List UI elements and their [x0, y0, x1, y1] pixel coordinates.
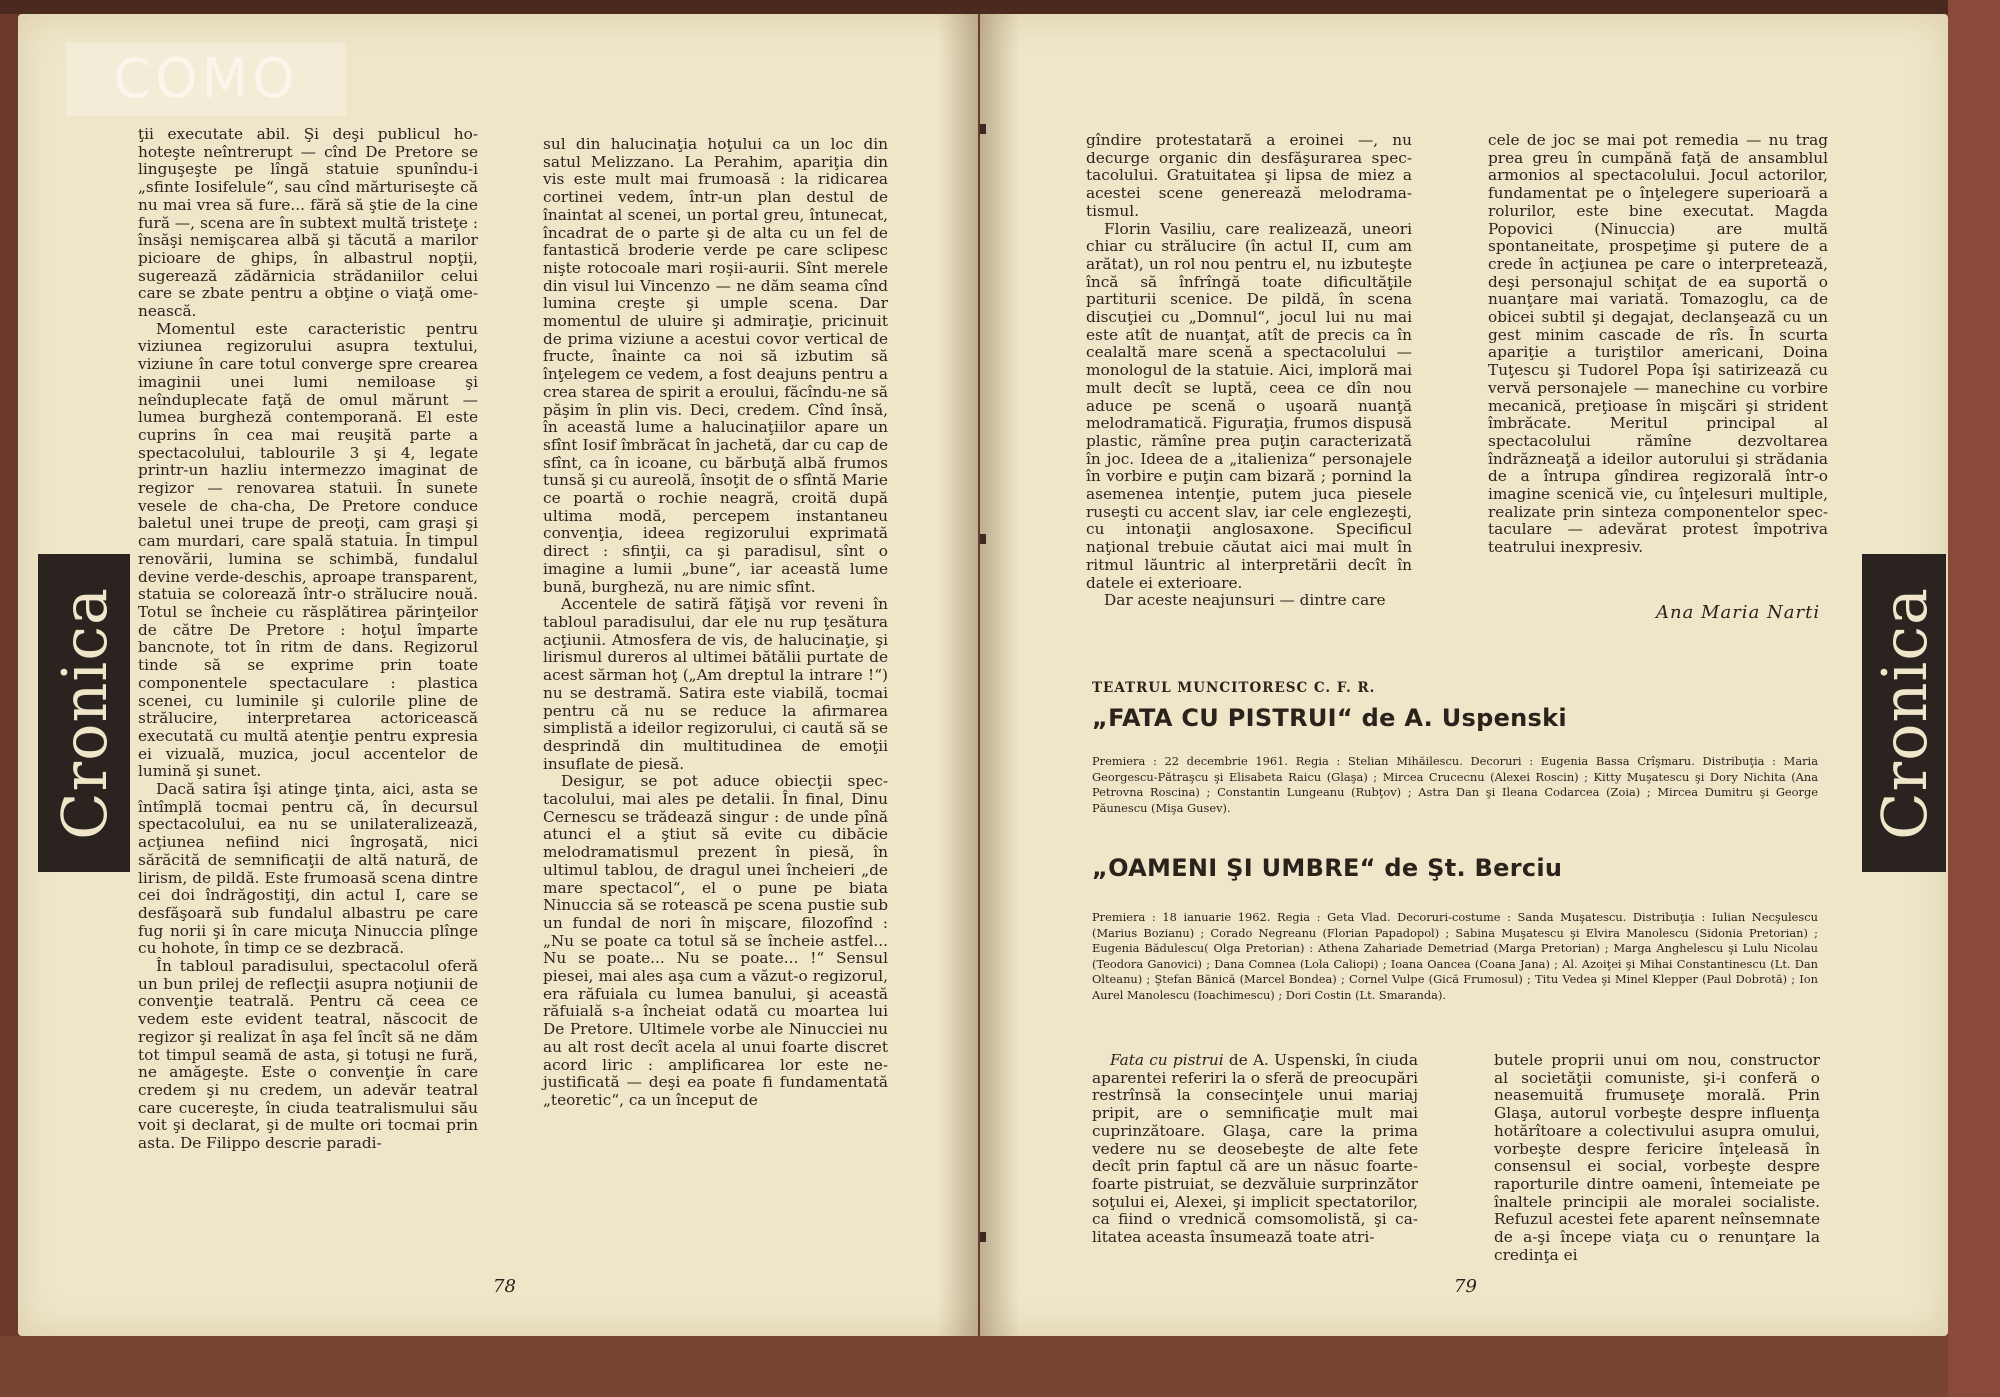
book-binding-bottom [0, 1336, 2000, 1397]
bookmark-tick [980, 1232, 986, 1242]
left-column-2 [543, 136, 888, 1110]
paragraph: sul din halucinaţia hoţului ca un loc din satul Melizzano. La Perahim, apariţia din vis este mult mai frumoasă : la ridicarea cortinei vedem, într-un plan destul de înaintat al scenei, un portal greu, întunecat, încadrat de o parte şi de alta cu un fel de fantastică broderie verde pe care sclipesc nişte rotocoale mari roşii-aurii. Sînt merele din visul lui Vincenzo — ne dăm seama cînd lumina creşte şi umple scena. Dar momentul de uluire şi admiraţie, pricinuit de prima viziune a acestui covor vertical de fructe, înainte ca noi să izbutim să înţelegem ce vedem, a fost deajuns pentru a crea starea de spirit a eroului, făcîndu-ne să păşim în plin vis. Deci, credem. Cînd însă, în această lume a halucinaţiilor apare un sfînt Iosif îmbrăcat în jachetă, dar cu cap de sfînt, ca în icoane, cu bărbuţă albă frumos tunsă şi cu aureolă, însoţit de o sfîntă Marie ce poartă o rochie neagră, croită după ultima modă, percepem instantaneu convenţia, ideea regizorului exprimată direct : sfinţii, ca şi paradisul, sînt o imagine a lumii „bune“, iar această lume bună, burgheză, nu are nimic sfînt. [543, 135, 888, 596]
play-credits-1: Premiera : 22 decembrie 1961. Regia : Stelian Mihăilescu. Decoruri : Eugenia Bassa Crîşmaru. Distribuţia : Maria Georgescu-Pătraşcu şi Elisabeta Raicu (Glaşa) ; Mircea Crucecnu (Alexei Roscin) ; Kitty Muşatescu şi Dory Nichita (Ana Petrovna Roscina) ; Constantin Lungeanu (Rubţov) ; Astra Dan şi Ileana Codarcea (Zoia) ; Mircea Dumitru şi George Păunescu (Mişa Gusev). [1092, 754, 1818, 815]
page-number-left: 78 [493, 1276, 516, 1297]
page-right [980, 14, 1948, 1336]
paragraph: cele de joc se mai pot remedia — nu trag prea greu în cumpănă faţă de ansamblul armonios al spectacolului. Jocul actorilor, fundamentat pe o înţelegere superioară a rolurilor, este bine executat. Magda Popovici (Ninuccia) are multă spontaneitate, prospeţime şi putere de a crede în acţiunea pe care o interpretează, deşi personajul schiţat de ea suportă o nuanţare mai variată. Tomazoglu, ca de obicei subtil şi degajat, declanşează cu un gest minim cascade de rîs. În scurta apariţie a turiştilor americani, Doina Tuţescu şi Tudorel Popa îşi satirizează cu vervă personajele — manechine cu vorbire mecanică, preţioase în mişcări şi strident îmbrăcate. Meritul principal al spectacolului rămîne dezvoltarea îndrăzneaţă a ideilor autorului şi strădania de a întrupa gîndirea regizorală într-o imagine scenică vie, cu înţelesuri multiple, realizate prin sinteza componentelor spectaculare — adevărat protest împotriva teatrului inexpresiv. [1488, 131, 1828, 557]
play-credits-2: Premiera : 18 ianuarie 1962. Regia : Geta Vlad. Decoruri-costume : Sanda Muşatescu. Distribuţia : Iulian Necşulescu (Marius Bozianu) ; Corado Negreanu (Florian Papadopol) ; Sabina Muşatescu şi Elvira Manolescu (Sidonia Pretorian) ; Eugenia Bădulescu( Olga Pretorian) : Athena Zahariade Demetriad (Marga Pretorian) ; Marga Anghelescu şi Lulu Nicolau (Teodora Ganovici) ; Dana Comnea (Lola Caliopi) ; Ioana Oancea (Coana Jana) ; Al. Azoiţei şi Mihai Constantinescu (Lt. Dan Olteanu) ; Ştefan Bănică (Marcel Bondea) ; Cornel Vulpe (Gică Frumosul) ; Titu Vedea şi Minel Klepper (Paul Dobrotă) ; Ion Aurel Manolescu (Ioachimescu) ; Dori Costin (Lt. Smaranda). [1092, 910, 1818, 1002]
paragraph: Momentul este caracteristic pentru viziunea regizorului asupra textului, viziune în care totul converge spre crearea imaginii unei lumi nemiloase şi neînduplecate faţă de omul mărunt — lumea burgheză contemporană. El este cuprins în cea mai reuşită parte a spectacolului, tablourile 3 şi 4, legate printr-un hazliu intermezzo imaginat de regizor — renovarea statuii. În sunete vesele de cha-cha, De Pretore conduce baletul unei trupe de preoţi, cam graşi şi cam murdari, care spală statuia. În timpul renovării, lumina se schimbă, fundalul devine verde-deschis, aproape transparent, statuia se colorează într-o strălucire nouă. Totul se încheie cu răsplătirea părinţeilor de către De Pretore : hoţul împarte bancnote, tot în ritm de dans. Regizorul tinde să se exprime prin toate componentele spectaculare : plastica scenei, cu luminile şi culorile pline de strălucire, interpretarea actoricească executată cu multă atenţie pentru expresia ei vizuală, muzica, jocul accentelor de lumină şi sunet. [138, 319, 478, 781]
review-column-2 [1494, 1052, 1820, 1264]
book-binding-right [1948, 0, 2000, 1397]
review-text: de A. Uspenski, în ciuda aparentei referiri la o sferă de preocupări restrînsă la consecinţele unui mariaj pripit, are o semnificaţie mult mai cuprinzătoare. Glaşa, care la prima vedere nu se deosebeşte de alte fete decît prin faptul că are un năsuc foarte-foarte pistruiat, se dezvăluie surprinzător soţului ei, Alexei, şi implicit spectatorilor, ca fiind o vrednică comsomolistă, şi calitatea aceasta însumează toate atri- [1092, 1051, 1418, 1247]
paragraph: gîndire protestatară a eroinei —, nu decurge organic din desfăşurarea spectacolului. Gratuitatea şi lipsa de miez a acestei scene generează melodramatismul. [1086, 131, 1412, 220]
book-binding-top [0, 0, 2000, 14]
section-tab-label: Cronica [47, 586, 121, 840]
theater-name: TEATRUL MUNCITORESC C. F. R. [1092, 680, 1376, 696]
paragraph: Accentele de satiră făţişă vor reveni în tabloul paradisului, dar ele nu rup ţesătura acţiunii. Atmosfera de vis, de halucinaţie, şi lirismul dureros al ultimei bătălii purtate de acest sărman hoţ („Am dreptul la intrare !“) nu se destramă. Satira este viabilă, tocmai pentru că nu se reduce la afirmarea simplistă a ideilor regizorului, ci caută să se desprindă din multitudinea de emoţii insuflate de piesă. [543, 595, 888, 773]
paragraph: Florin Vasiliu, care realizează, uneori chiar cu strălucire (în actul II, cum am arătat), un rol nou pentru el, nu izbuteşte încă să înfrîngă toate dificultăţile partiturii scenice. De pildă, în scena discuţiei cu „Domnul“, jocul lui nu mai este atît de nuanţat, atît de precis ca în cealaltă mare scenă a spectacolului — monologul de la statuie. Aici, imploră mai mult decît se luptă, ceea ce dîn nou aduce pe scenă o uşoară nuanţă melodramatică. Figuraţia, frumos dispusă plastic, rămîne prea puţin caracterizată în joc. Ideea de a „italieniza“ personajele în vorbire e puţin cam bizară ; pornind la asemenea intenţie, putem juca piesele ruseşti cu accent slav, iar cele englezeşti, cu intonaţii anglosaxone. Specificul naţional trebuie căutat aici mai mult în ritmul lăuntric al interpretării decît în datele ei exterioare. [1086, 219, 1412, 592]
gutter-shadow-left [938, 14, 978, 1336]
right-column-1 [1086, 132, 1412, 610]
right-column-2 [1488, 132, 1828, 557]
play-title-1: „FATA CU PISTRUI“ de A. Uspenski [1092, 704, 1567, 732]
play-title-2: „OAMENI ŞI UMBRE“ de Şt. Berciu [1092, 854, 1563, 882]
paragraph: Dar aceste neajunsuri — dintre care [1104, 591, 1386, 610]
gutter-shadow-right [980, 14, 1020, 1336]
paragraph: butele proprii unui om nou, constructor al societăţii comuniste, şi-i conferă o neasemuită frumuseţe morală. Prin Glaşa, autorul vorbeşte despre influenţa hotărîtoare a colectivului asupra omului, vorbeşte despre fericire înţeleasă în consensul ei social, vorbeşte despre raporturile dintre oameni, întemeiate pe înaltele principii ale moralei socialiste. Refuzul acestei fete aparent neînsemnate de a-şi începe viaţa cu o renunţare la credinţa ei [1494, 1051, 1820, 1264]
author-signature: Ana Maria Narti [1656, 602, 1821, 623]
section-tab-label: Cronica [1867, 586, 1941, 840]
paragraph: În tabloul paradisului, spectacolul oferă un bun prilej de reflecţii asupra noţiunii de convenţie teatrală. Pentru că ceea ce vedem este evident teatral, născocit de regizor şi realizat în aşa fel încît să ne dăm tot timpul seamă de asta, şi totuşi ne fură, ne amăgeşte. Este o convenţie în care credem şi nu credem, un adevăr teatral care cucereşte, în ciuda teatralismului său voit şi declarat, şi de multe ori tocmai prin asta. De Filippo descrie paradi- [138, 957, 478, 1153]
bookmark-tick [980, 534, 986, 544]
watermark: COMO [66, 42, 346, 116]
bookmark-tick [980, 124, 986, 134]
section-tab-left [38, 554, 130, 872]
page-number-right: 79 [1454, 1276, 1477, 1297]
paragraph [1092, 1052, 1418, 1247]
paragraph: ţii executate abil. Şi deşi publicul hohoteşte neîntrerupt — cînd De Pretore se linguşeşte pe lîngă statuie spunîndu-i „sfinte Iosifelule“, sau cînd mărturiseşte că nu mai vrea să fure... fără să ştie de la cine fură —, scena are în subtext multă tristeţe : însăşi nemişcarea albă şi tăcută a marilor picioare de ghips, în albastrul nopţii, sugerează zădărnicia strădaniilor celui care se zbate pentru a obţine o viaţă omenească. [138, 125, 478, 321]
page-left [18, 14, 978, 1336]
left-column-1 [138, 126, 478, 1153]
review-column-1 [1092, 1052, 1418, 1247]
review-work-title: Fata cu pistrui [1110, 1051, 1224, 1069]
paragraph: Dacă satira îşi atinge ţinta, aici, asta se întîmplă tocmai pentru că, în decursul spectacolului, ea nu se unilateralizează, acţiunea nefiind nici îngroşată, nici sărăcită de semnificaţii de altă natură, de lirism, de pildă. Este frumoasă scena dintre cei doi îndrăgostiţi, din actul I, care se desfăşoară sub fundalul albastru pe care fug norii şi în care micuţa Ninuccia plînge cu hohote, în timp ce se dezbracă. [138, 780, 478, 958]
paragraph: Desigur, se pot aduce obiecţii spectacolului, mai ales pe detalii. În final, Dinu Cernescu se trădează singur : de unde pînă atunci el a ştiut să evite cu dibăcie melodramatismul prezent în piesă, în ultimul tablou, de dragul unei încheieri „de mare spectacol“, el o pune pe biata Ninuccia să se rotească pe scena pustie sub un fundal de nori în mişcare, filozofînd : „Nu se poate ca totul să se încheie astfel... Nu se poate... Nu se poate... !“ Sensul piesei, mai ales aşa cum a văzut-o regizorul, era răfuiala cu lumea banului, şi această răfuială s-a încheiat odată cu moartea lui De Pretore. Ultimele vorbe ale Ninucciei nu au alt rost decît acela al unui foarte discret acord liric : amplificarea lor este nejustificată — deşi ea poate fi fundamentată „teoretic“, ca un început de [543, 772, 888, 1109]
section-tab-right [1862, 554, 1946, 872]
